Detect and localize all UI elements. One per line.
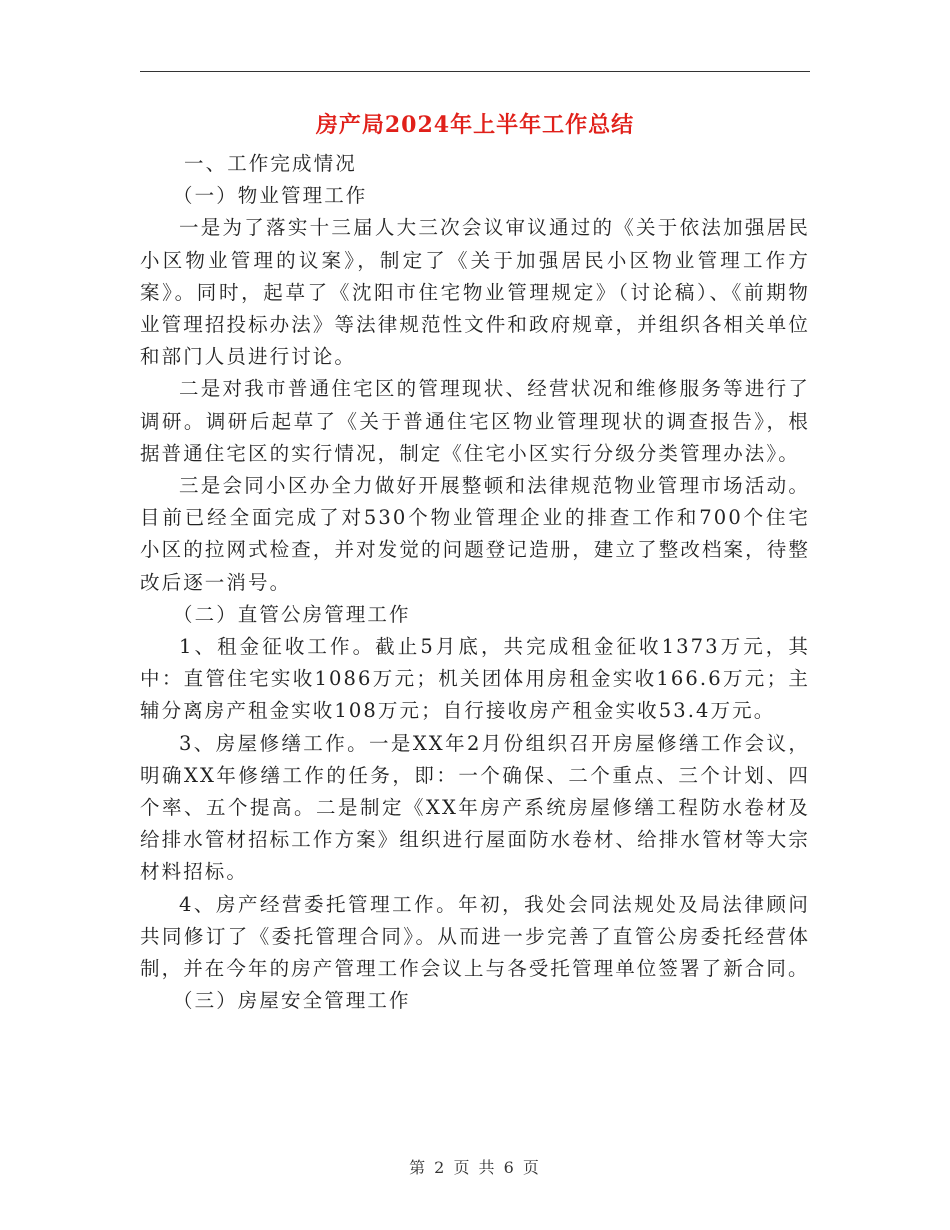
subsection-heading-public-housing: （二）直管公房管理工作 [173,602,411,626]
document-title: 房产局2024年上半年工作总结 [315,112,635,138]
document-body [140,148,810,1017]
header-rule [140,71,810,72]
paragraph-2: 二是对我市普通住宅区的管理现状、经营状况和维修服务等进行了调研。调研后起草了《关于普通住宅区物业管理现状的调查报告》，根据普通住宅区的实行情况，制定《住宅小区实行分级分类管理办法》。 [140,377,810,465]
paragraph-4: 1、租金征收工作。截止5月底，共完成租金征收1373万元，其中：直管住宅实收1086万元；机关团体用房租金实收166.6万元；主辅分离房产租金实收108万元；自行接收房产租金实收53.4万元。 [140,635,810,723]
paragraph-3: 三是会同小区办全力做好开展整顿和法律规范物业管理市场活动。目前已经全面完成了对530个物业管理企业的排查工作和700个住宅小区的拉网式检查，并对发觉的问题登记造册，建立了整改档案，待整改后逐一消号。 [140,474,810,594]
paragraph-6: 4、房产经营委托管理工作。年初，我处会同法规处及局法律顾问共同修订了《委托管理合同》。从而进一步完善了直管公房委托经营体制，并在今年的房产管理工作会议上与各受托管理单位签署了新合同。 [140,892,810,981]
subsection-heading-safety: （三）房屋安全管理工作 [173,989,411,1013]
paragraph-5: 3、房屋修缮工作。一是XX年2月份组织召开房屋修缮工作会议，明确XX年修缮工作的任务，即：一个确保、二个重点、三个计划、四个率、五个提高。二是制定《XX年房产系统房屋修缮工程防水卷材及给排水管材招标工作方案》组织进行屋面防水卷材、给排水管材等大宗材料招标。 [140,731,810,884]
section-heading-1: 一、工作完成情况 [184,152,357,175]
page-number: 第 2 页 共 6 页 [409,1158,541,1177]
paragraph-1: 一是为了落实十三届人大三次会议审议通过的《关于依法加强居民小区物业管理的议案》，制定了《关于加强居民小区物业管理工作方案》。同时，起草了《沈阳市住宅物业管理规定》（讨论稿）、《前期物业管理招投标办法》等法律规范性文件和政府规章，并组织各相关单位和部门人员进行讨论。 [140,216,810,369]
subsection-heading-property: （一）物业管理工作 [173,184,368,208]
